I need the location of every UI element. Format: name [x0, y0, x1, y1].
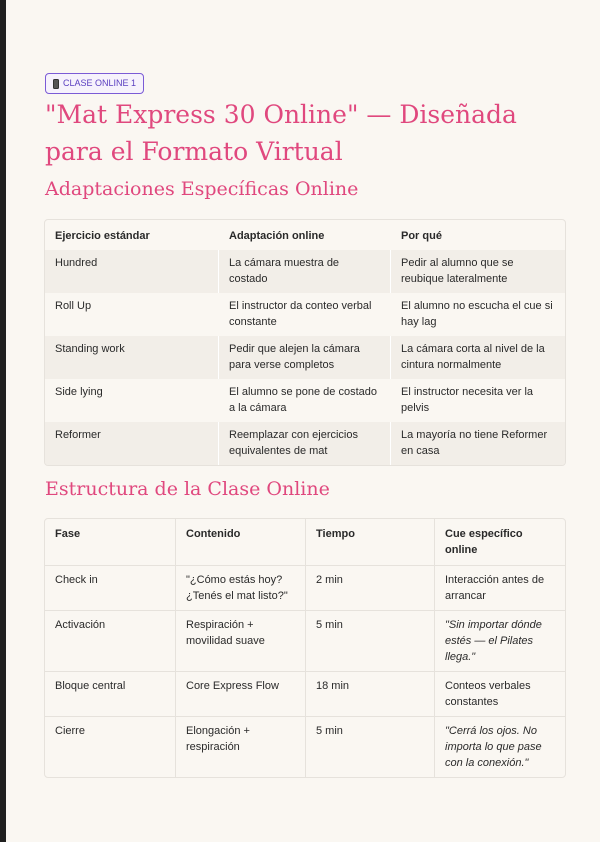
- table-cell: Pedir que alejen la cámara para verse completos: [218, 336, 390, 379]
- table-row: [45, 566, 565, 611]
- phone-icon: [53, 79, 59, 89]
- table-cell: Pedir al alumno que se reubique lateralmente: [390, 250, 565, 293]
- column-header: Adaptación online: [218, 220, 390, 250]
- table-cell: Hundred: [45, 250, 218, 293]
- table-row: [45, 379, 565, 422]
- table-cell: Side lying: [55, 386, 103, 398]
- document-page: [6, 0, 600, 842]
- table-cell: Reformer: [45, 422, 218, 465]
- table-cell: Conteos verbales constantes: [434, 672, 565, 717]
- table-row: [45, 611, 565, 672]
- table-cell: Standing work: [45, 336, 218, 379]
- table-cell: El instructor necesita ver la pelvis: [390, 379, 565, 422]
- table-cell: La cámara corta al nivel de la cintura normalmente: [390, 336, 565, 379]
- section-heading-structure: Estructura de la Clase Online: [45, 478, 330, 500]
- table-cell: "Cerrá los ojos. No importa lo que pase con la conexión.": [434, 717, 565, 777]
- table-cell: Roll Up: [55, 300, 92, 312]
- section-heading-adaptations: Adaptaciones Específicas Online: [45, 178, 359, 200]
- table-cell: Check in: [45, 566, 175, 611]
- table-cell: Cierre: [55, 725, 85, 737]
- table-cell: Interacción antes de arrancar: [434, 566, 565, 611]
- table-cell: 2 min: [305, 566, 434, 611]
- table-cell: "Sin importar dónde estés — el Pilates llega.": [434, 611, 565, 672]
- class-badge: [45, 73, 144, 94]
- table-cell: La mayoría no tiene Reformer en casa: [390, 422, 565, 465]
- badge-label: CLASE ONLINE 1: [63, 78, 137, 88]
- table-row: [45, 336, 565, 379]
- table-cell: 18 min: [305, 672, 434, 717]
- table-cell: "¿Cómo estás hoy? ¿Tenés el mat listo?": [175, 566, 305, 611]
- column-header: Por qué: [390, 220, 565, 250]
- table-cell: El alumno no escucha el cue si hay lag: [390, 293, 565, 336]
- table-cell: El instructor da conteo verbal constante: [218, 293, 390, 336]
- table-cell: Activación: [45, 611, 175, 672]
- column-header: Cue específico online: [434, 519, 565, 566]
- column-header: Contenido: [175, 519, 305, 566]
- table-cell: Bloque central: [45, 672, 175, 717]
- table-cell: Elongación + respiración: [175, 717, 305, 777]
- table-cell: 5 min: [305, 717, 434, 777]
- page-title: "Mat Express 30 Online" — Diseñada para el Formato Virtual: [45, 100, 517, 166]
- table-header-row: [45, 220, 565, 250]
- structure-table: [44, 518, 566, 778]
- table-row: [45, 422, 565, 465]
- table-cell: Respiración + movilidad suave: [175, 611, 305, 672]
- table-cell: Core Express Flow: [175, 672, 305, 717]
- table-cell: 5 min: [305, 611, 434, 672]
- table-header-row: [45, 519, 565, 566]
- column-header: Tiempo: [305, 519, 434, 566]
- table-cell: Reemplazar con ejercicios equivalentes de mat: [218, 422, 390, 465]
- table-row: [45, 250, 565, 293]
- adaptations-table: [44, 219, 566, 466]
- table-row: [45, 717, 565, 777]
- table-row: [45, 672, 565, 717]
- column-header: Ejercicio estándar: [55, 230, 150, 242]
- table-cell: La cámara muestra de costado: [218, 250, 390, 293]
- column-header: Fase: [45, 519, 175, 566]
- table-cell: El alumno se pone de costado a la cámara: [218, 379, 390, 422]
- table-row: [45, 293, 565, 336]
